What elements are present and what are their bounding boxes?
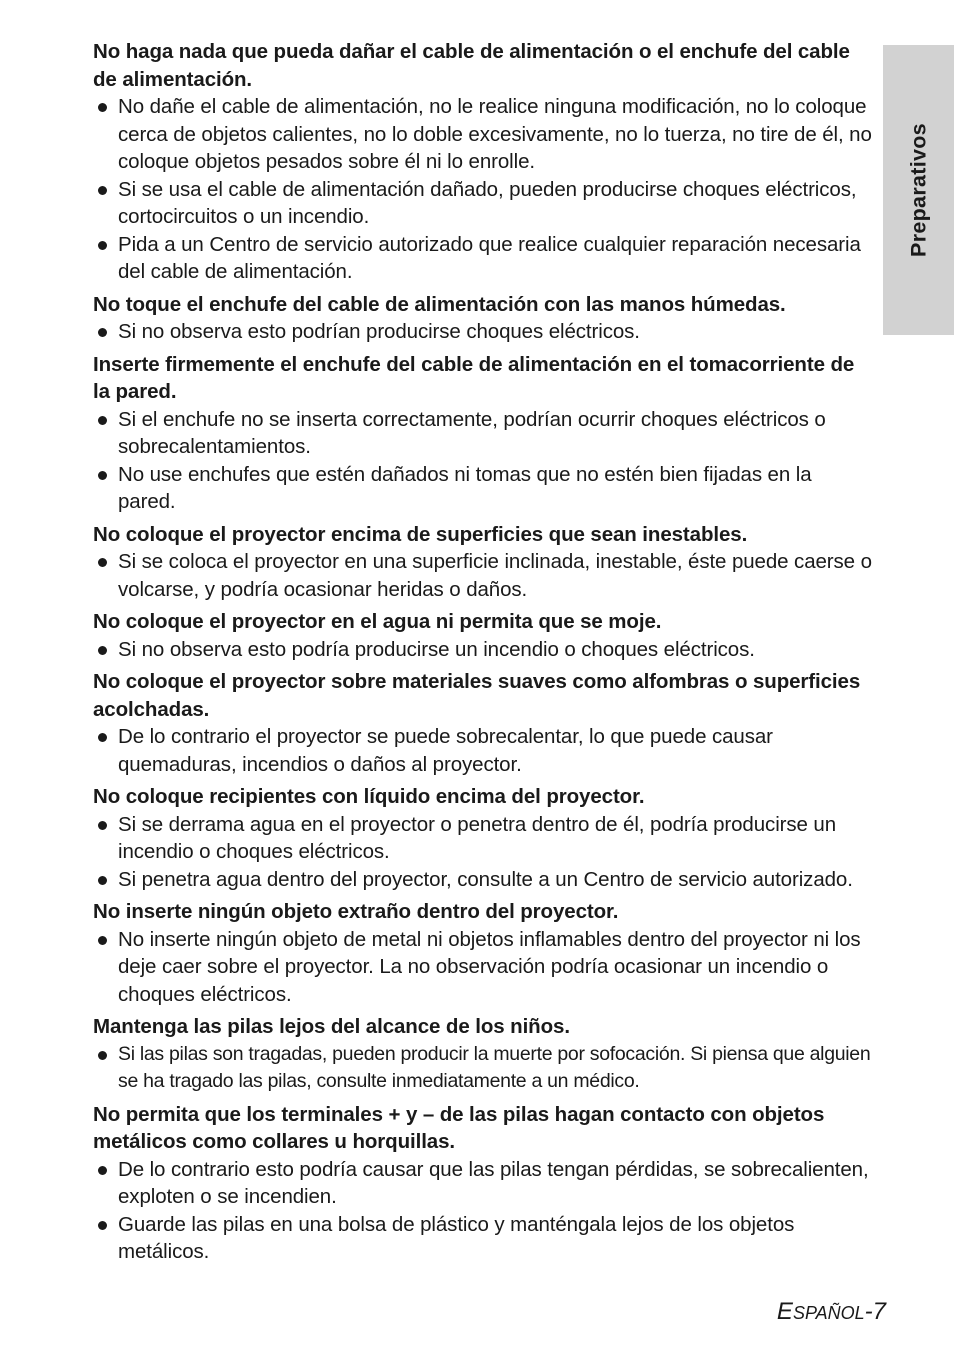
warning-section [93, 783, 873, 893]
page-footer [777, 1298, 886, 1326]
bullet-dot-icon [98, 1221, 107, 1230]
bullet-item [93, 231, 873, 286]
bullet-dot-icon [98, 103, 107, 112]
bullet-text: De lo contrario esto podría causar que las pilas tengan pérdidas, se sobrecalienten, exploten o se incendien. [118, 1157, 869, 1208]
bullet-item [93, 461, 873, 516]
bullet-text: Si el enchufe no se inserta correctamente, podrían ocurrir choques eléctricos o sobrecalentamientos. [118, 407, 826, 458]
warning-section [93, 291, 873, 346]
bullet-dot-icon [98, 1051, 107, 1060]
bullet-dot-icon [98, 241, 107, 250]
warning-heading: No coloque el proyector en el agua ni permita que se moje. [93, 610, 662, 633]
footer-language-rest: SPAÑOL [792, 1303, 865, 1323]
bullet-item [93, 93, 873, 176]
warning-heading: No coloque recipientes con líquido encima del proyector. [93, 785, 645, 808]
bullet-text: Guarde las pilas en una bolsa de plástico y manténgala lejos de los objetos metálicos. [118, 1212, 795, 1263]
bullet-dot-icon [98, 416, 107, 425]
bullet-text: Si no observa esto podrían producirse choques eléctricos. [118, 320, 640, 343]
document-body [93, 38, 873, 1271]
bullet-item [93, 1156, 873, 1211]
bullet-text: Si se usa el cable de alimentación dañado, pueden producirse choques eléctricos, cortocircuitos o un incendio. [118, 177, 857, 228]
bullet-item [93, 811, 873, 866]
bullet-item [93, 318, 873, 346]
warning-section [93, 1013, 873, 1096]
section-tab-label: Preparativos [906, 123, 930, 257]
bullet-text: De lo contrario el proyector se puede sobrecalentar, lo que puede causar quemaduras, incendios o daños al proyector. [118, 725, 773, 776]
bullet-text: Si se derrama agua en el proyector o penetra dentro de él, podría producirse un incendio o choques eléctricos. [118, 812, 837, 863]
bullet-dot-icon [98, 936, 107, 945]
bullet-text: Si se coloca el proyector en una superficie inclinada, inestable, éste puede caerse o volcarse, y podría ocasionar heridas o daños. [118, 550, 872, 601]
bullet-item [93, 406, 873, 461]
bullet-item [93, 723, 873, 778]
warning-heading: No permita que los terminales + y – de las pilas hagan contacto con objetos metálicos como collares u horquillas. [93, 1102, 825, 1153]
footer-separator: - [864, 1298, 873, 1325]
warning-section [93, 521, 873, 604]
bullet-dot-icon [98, 471, 107, 480]
bullet-dot-icon [98, 1166, 107, 1175]
bullet-item [93, 866, 873, 894]
bullet-item [93, 926, 873, 1009]
bullet-text: No use enchufes que estén dañados ni tomas que no estén bien fijadas en la pared. [118, 462, 812, 513]
bullet-dot-icon [98, 646, 107, 655]
bullet-text: Si las pilas son tragadas, pueden producir la muerte por sofocación. Si piensa que alguien se ha tragado las pilas, consulte inmediatamente a un médico. [118, 1042, 871, 1092]
bullet-text: Pida a un Centro de servicio autorizado que realice cualquier reparación necesaria del cable de alimentación. [118, 232, 861, 283]
warning-section [93, 1101, 873, 1266]
bullet-item [93, 548, 873, 603]
warning-section [93, 668, 873, 778]
warning-section [93, 351, 873, 516]
bullet-text: No dañe el cable de alimentación, no le realice ninguna modificación, no lo coloque cerca de objetos calientes, no lo doble excesivamente, no lo tuerza, no tire de él, no coloque objetos pesados sobre él ni lo enrolle. [118, 95, 872, 173]
warning-section [93, 608, 873, 663]
warning-heading: No haga nada que pueda dañar el cable de alimentación o el enchufe del cable de alimentación. [93, 40, 850, 91]
page-number: 7 [872, 1298, 886, 1325]
footer-language-initial: E [776, 1298, 793, 1325]
warning-heading: No coloque el proyector encima de superficies que sean inestables. [93, 522, 748, 546]
warning-heading: Mantenga las pilas lejos del alcance de los niños. [93, 1015, 570, 1038]
warning-heading: No coloque el proyector sobre materiales suaves como alfombras o superficies acolchadas. [93, 670, 861, 721]
bullet-text: Si no observa esto podría producirse un incendio o choques eléctricos. [118, 637, 755, 661]
bullet-item [93, 636, 873, 664]
section-tab [883, 45, 954, 335]
bullet-text: No inserte ningún objeto de metal ni objetos inflamables dentro del proyector ni los deje caer sobre el proyector. La no observación podría ocasionar un incendio o choques eléctricos. [118, 927, 861, 1006]
warning-heading: Inserte firmemente el enchufe del cable de alimentación en el tomacorriente de la pared. [93, 352, 855, 403]
bullet-item [93, 1211, 873, 1266]
bullet-dot-icon [98, 733, 107, 742]
bullet-dot-icon [98, 186, 107, 195]
warning-section [93, 898, 873, 1008]
bullet-text: Si penetra agua dentro del proyector, consulte a un Centro de servicio autorizado. [118, 867, 853, 891]
bullet-item [93, 176, 873, 231]
bullet-dot-icon [98, 328, 107, 337]
bullet-dot-icon [98, 821, 107, 830]
warning-heading: No toque el enchufe del cable de alimentación con las manos húmedas. [93, 292, 786, 316]
bullet-item [93, 1041, 873, 1096]
warning-heading: No inserte ningún objeto extraño dentro del proyector. [93, 900, 619, 923]
warning-section [93, 38, 873, 286]
bullet-dot-icon [98, 558, 107, 567]
bullet-dot-icon [98, 876, 107, 885]
